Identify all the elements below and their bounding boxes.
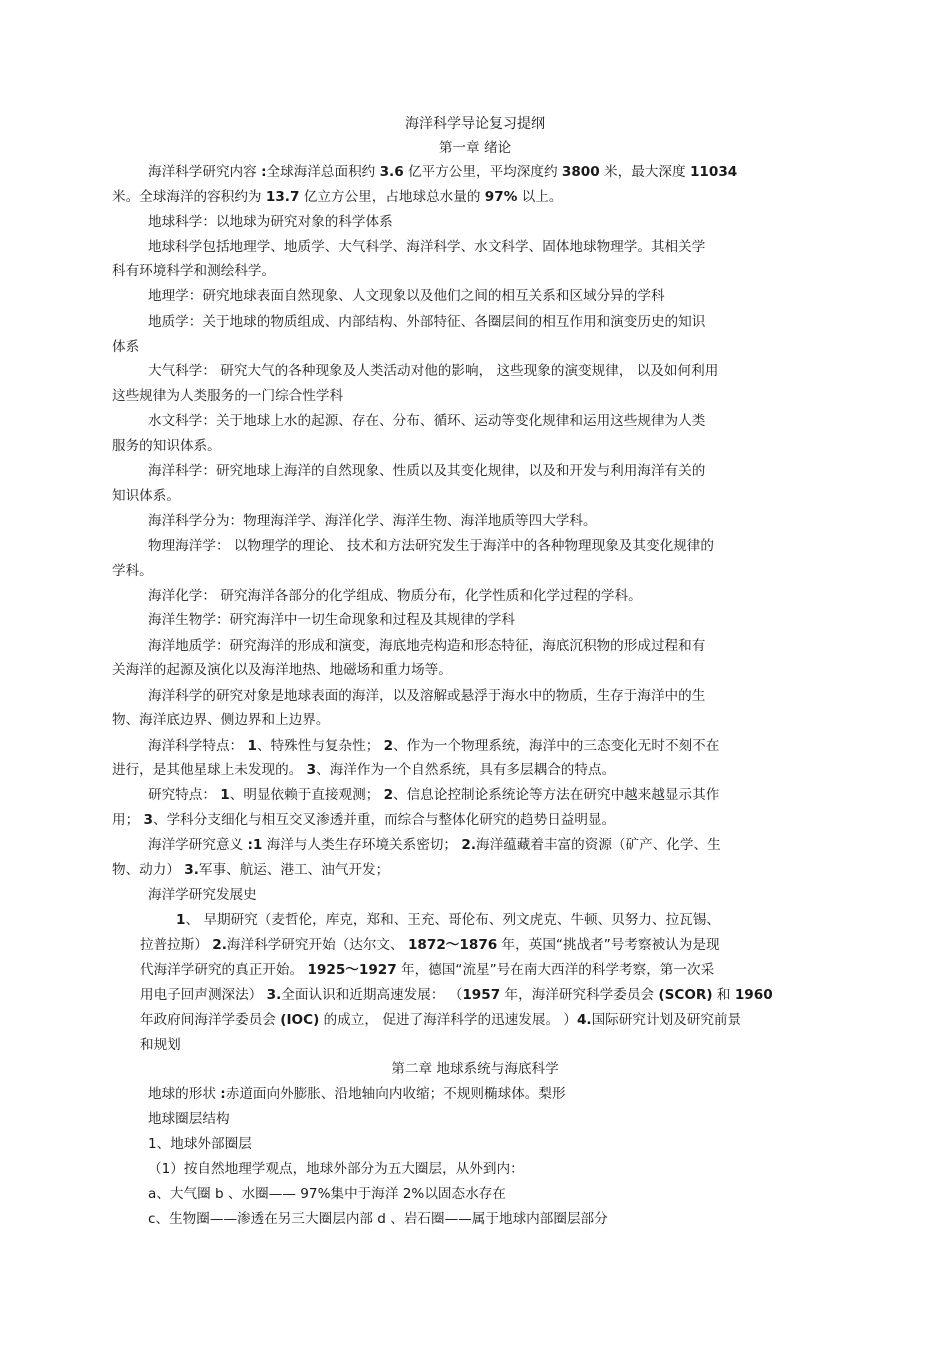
paragraph-line <box>112 660 452 680</box>
text-run: 的成立， 促进了海洋科学的迅速发展。 ） <box>319 1012 577 1028</box>
paragraph-line <box>140 960 714 980</box>
paragraph-line <box>148 835 721 855</box>
text-run: 国际研究计划及研究前景 <box>591 1012 742 1028</box>
paragraph-line <box>112 810 615 830</box>
bold-run: 97% <box>484 189 518 205</box>
paragraph-line <box>148 1209 608 1229</box>
text-run: 海洋科学特点： <box>148 738 248 754</box>
text-run: 年，德国“流星”号在南大西洋的科学考察，第一次采 <box>396 962 715 978</box>
bold-run: 1872～1876 <box>407 937 498 953</box>
text-run: （1）按自然地理学观点，地球外部分为五大圈层，从外到内： <box>148 1161 524 1177</box>
paragraph-line <box>148 636 705 656</box>
bold-run: 3 <box>143 812 153 828</box>
text-run: 米，最大深度 <box>599 164 690 180</box>
text-run: 、作为一个物理系统，海洋中的三态变化无时不刻不在 <box>393 738 720 754</box>
text-run: 体系 <box>112 339 140 355</box>
text-run: 亿平方公里，平均深度约 <box>403 164 562 180</box>
paragraph-line <box>112 860 389 880</box>
paragraph-line <box>112 187 562 207</box>
paragraph-line <box>148 212 393 232</box>
text-run: 海洋科学的研究对象是地球表面的海洋，以及溶解或悬浮于海水中的物质，生存于海洋中的生 <box>148 688 706 704</box>
paragraph-line <box>112 261 275 281</box>
text-run: 水文科学：关于地球上水的起源、存在、分布、循环、运动等变化规律和运用这些规律为人类 <box>148 413 706 429</box>
bold-run: 4. <box>576 1012 592 1028</box>
text-run: 物、动力） <box>112 862 185 878</box>
paragraph-line <box>148 686 705 706</box>
text-run: 、学科分支细化与相互交叉渗透并重，而综合与整体化研究的趋势日益明显。 <box>152 812 616 828</box>
text-run: 全面认识和近期高速发展： （ <box>281 987 463 1003</box>
text-run: 军事、航运、港工、油气开发； <box>198 862 390 878</box>
text-run: 、 早期研究（麦哲伦，库克，郑和、王充、哥伦布、列文虎克、牛顿、贝努力、拉瓦锡、 <box>185 912 720 928</box>
paragraph-line <box>112 760 615 780</box>
text-run: 、信息论控制论系统论等方法在研究中越来越显示其作 <box>393 787 720 803</box>
bold-run: 2 <box>383 738 394 754</box>
text-run: 海洋科学分为：物理海洋学、海洋化学、海洋生物、海洋地质等四大学科。 <box>148 513 597 529</box>
bold-run: : <box>220 1086 226 1102</box>
text-run: c、生物圈——渗透在另三大圈层内部 d 、岩石圈——属于地球内部圈层部分 <box>148 1211 608 1227</box>
bold-run: 1925～1927 <box>307 962 397 978</box>
bold-run: :1 <box>247 837 263 853</box>
paragraph-line <box>148 785 719 805</box>
bold-run: 3. <box>184 862 199 878</box>
text-run: 研究特点： <box>148 787 221 803</box>
text-run: 学科。 <box>112 563 153 579</box>
bold-run: 1957 <box>462 987 501 1003</box>
bold-run: : <box>261 164 267 180</box>
text-run: a、大气圈 b 、水圈—— 97%集中于海洋 2%以固态水存在 <box>148 1186 506 1202</box>
text-run: 、特殊性与复杂性； <box>256 738 384 754</box>
bold-run: 3800 <box>561 164 600 180</box>
paragraph-line <box>148 312 705 332</box>
bold-run: 3.6 <box>379 164 404 180</box>
text-run: 大气科学： 研究大气的各种现象及人类活动对他的影响， 这些现象的演变规律， 以及如何利用 <box>148 363 719 379</box>
paragraph-line <box>140 1010 741 1030</box>
text-run: 亿立方公里，占地球总水量的 <box>299 189 485 205</box>
bold-run: 1 <box>176 912 186 928</box>
text-run: 服务的知识体系。 <box>112 438 221 454</box>
text-run: 和规划 <box>140 1037 181 1053</box>
paragraph-line <box>148 885 257 905</box>
text-run: 、明显依赖于直接观测； <box>229 787 384 803</box>
text-run: 用电子回声测深法） <box>140 987 267 1003</box>
text-run: 地质学：关于地球的物质组成、内部结构、外部特征、各圈层间的相互作用和演变历史的知识 <box>148 314 706 330</box>
paragraph-line <box>148 1159 524 1179</box>
paragraph-line <box>148 1134 252 1154</box>
text-run: 物理海洋学： 以物理学的理论、 技术和方法研究发生于海洋中的各种物理现象及其变化规律的 <box>148 538 714 554</box>
paragraph-line <box>112 386 343 406</box>
text-run: 代海洋学研究的真正开始。 <box>140 962 308 978</box>
text-run: 用； <box>112 812 144 828</box>
text-run: 知识体系。 <box>112 488 180 504</box>
text-run: 进行，是其他星球上未发现的。 <box>112 762 307 778</box>
text-run: 海洋科学研究内容 <box>148 164 262 180</box>
bold-run: 13.7 <box>265 189 300 205</box>
bold-run: 11034 <box>689 164 738 180</box>
text-run: 海洋地质学：研究海洋的形成和演变，海底地壳构造和形态特征，海底沉积物的形成过程和有 <box>148 638 706 654</box>
bold-run: 2 <box>383 787 394 803</box>
text-run: 地球圈层结构 <box>148 1111 230 1127</box>
text-run: 全球海洋总面积约 <box>266 164 380 180</box>
text-run: 海洋学研究发展史 <box>148 887 257 903</box>
text-run: 海洋蕴藏着丰富的资源（矿产、化学、生 <box>475 837 721 853</box>
bold-run: (IOC) <box>280 1012 320 1028</box>
bold-run: 2. <box>212 937 227 953</box>
text-run: 关海洋的起源及演化以及海洋地热、地磁场和重力场等。 <box>112 662 452 678</box>
paragraph-line <box>112 561 153 581</box>
document-title: 海洋科学导论复习提纲 <box>405 116 545 132</box>
text-run: 地理学：研究地球表面自然现象、人文现象以及他们之间的相互关系和区域分异的学科 <box>148 288 665 304</box>
text-run: 年，海洋研究科学委员会 <box>500 987 659 1003</box>
paragraph-line <box>148 1184 506 1204</box>
bold-run: (SCOR) <box>658 987 713 1003</box>
text-run: 、海洋作为一个自然系统，具有多层耦合的特点。 <box>316 762 616 778</box>
text-run: 海洋生物学：研究海洋中一切生命现象和过程及其规律的学科 <box>148 612 516 628</box>
paragraph-line <box>140 935 720 955</box>
text-run: 海洋科学研究开始（达尔文、 <box>226 937 408 953</box>
text-run: 米。全球海洋的容积约为 <box>112 189 266 205</box>
bold-run: 1 <box>220 787 230 803</box>
paragraph-line <box>148 586 642 606</box>
text-run: 年政府间海洋学委员会 <box>140 1012 281 1028</box>
text-run: 1、地球外部圈层 <box>148 1136 252 1152</box>
text-run: 海洋科学：研究地球上海洋的自然现象、性质以及其变化规律，以及和开发与利用海洋有关的 <box>148 463 706 479</box>
paragraph-line <box>112 486 180 506</box>
text-run: 和 <box>712 987 735 1003</box>
text-run: 科有环境科学和测绘科学。 <box>112 263 276 279</box>
text-run: 这些规律为人类服务的一门综合性学科 <box>112 388 344 404</box>
paragraph-line <box>148 1109 230 1129</box>
bold-run: 1960 <box>734 987 773 1003</box>
text-run: 海洋化学： 研究海洋各部分的化学组成、物质分布，化学性质和化学过程的学科。 <box>148 588 642 604</box>
paragraph-line <box>148 461 705 481</box>
paragraph-line <box>148 511 597 531</box>
paragraph-line <box>148 411 705 431</box>
paragraph-line <box>140 1035 181 1055</box>
bold-run: 3. <box>266 987 282 1003</box>
paragraph-line <box>140 985 773 1005</box>
text-run: 海洋与人类生存环境关系密切； <box>262 837 462 853</box>
paragraph-line <box>112 436 221 456</box>
paragraph-line <box>112 337 139 357</box>
paragraph-line <box>148 536 714 556</box>
text-run: 年，英国“挑战者”号考察被认为是现 <box>497 937 720 953</box>
text-run: 赤道面向外膨胀、沿地轴向内收缩；不规则椭球体。梨形 <box>225 1086 566 1102</box>
paragraph-line <box>112 710 330 730</box>
text-run: 地球的形状 <box>148 1086 221 1102</box>
bold-run: 3 <box>306 762 317 778</box>
paragraph-line <box>148 1084 566 1104</box>
text-run: 海洋学研究意义 <box>148 837 248 853</box>
text-run: 以上。 <box>517 189 563 205</box>
text-run: 物、海洋底边界、侧边界和上边界。 <box>112 712 330 728</box>
paragraph-line <box>148 610 515 630</box>
chapter-1-heading: 第一章 绪论 <box>438 140 512 156</box>
paragraph-line <box>148 286 665 306</box>
text-run: 拉普拉斯） <box>140 937 213 953</box>
paragraph-line <box>148 237 705 257</box>
chapter-2-heading: 第二章 地球系统与海底科学 <box>391 1061 559 1077</box>
paragraph-line <box>176 910 720 930</box>
bold-run: 1 <box>247 738 257 754</box>
text-run: 地球科学包括地理学、地质学、大气科学、海洋科学、水文科学、固体地球物理学。其相关学 <box>148 239 706 255</box>
paragraph-line <box>148 361 718 381</box>
bold-run: 2. <box>461 837 476 853</box>
paragraph-line <box>148 736 719 756</box>
text-run: 地球科学：以地球为研究对象的科学体系 <box>148 214 393 230</box>
paragraph-line <box>148 162 737 182</box>
